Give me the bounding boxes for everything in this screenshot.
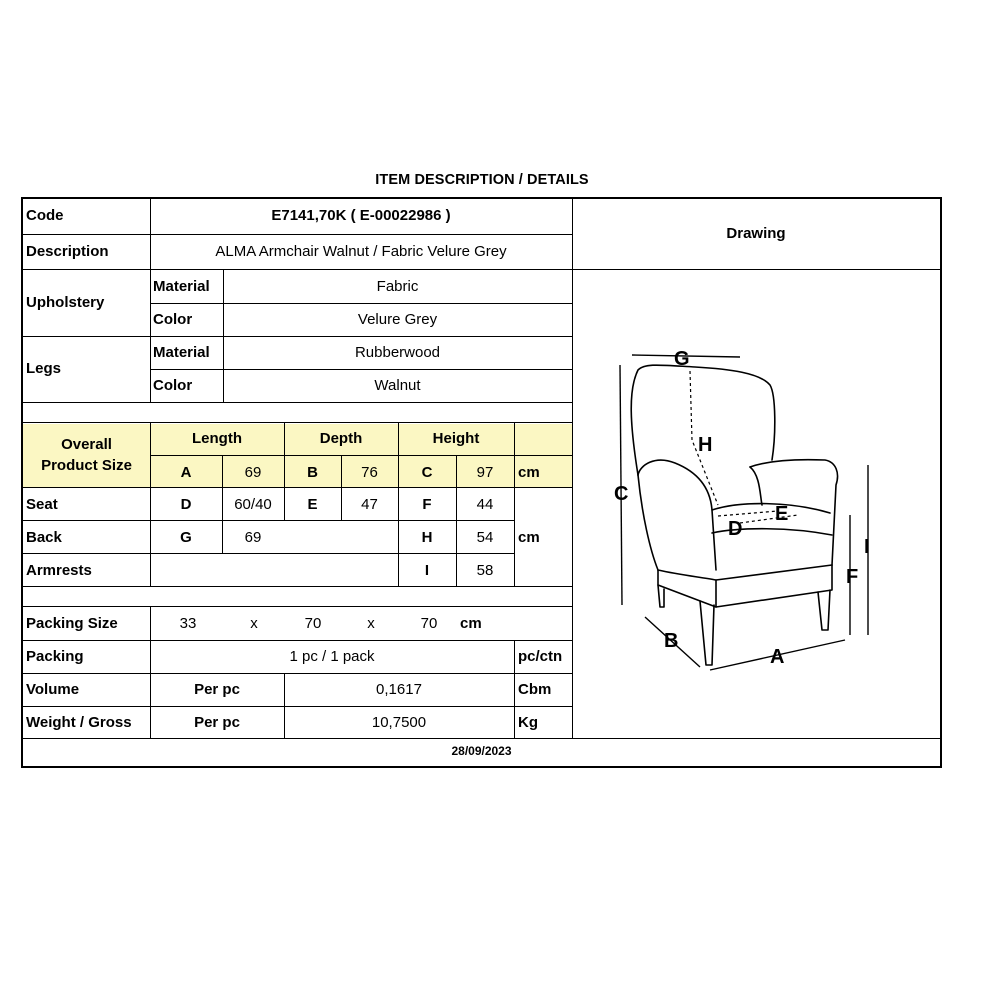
dim-f-value: 44 bbox=[476, 496, 494, 513]
packing-size-d3: 70 bbox=[420, 615, 438, 632]
upholstery-material-value: Fabric bbox=[376, 278, 419, 295]
weight-value: 10,7500 bbox=[371, 714, 427, 731]
drawing-letter-a: A bbox=[770, 646, 785, 668]
volume-unit: Cbm bbox=[518, 681, 552, 698]
dim-i-letter: I bbox=[424, 562, 430, 579]
drawing-label: Drawing bbox=[726, 225, 786, 242]
packing-size-label: Packing Size bbox=[26, 615, 118, 632]
dim-b-letter: B bbox=[307, 464, 318, 481]
weight-unit: Kg bbox=[518, 714, 538, 731]
legs-color-value: Walnut bbox=[374, 377, 421, 394]
armrests-label: Armrests bbox=[26, 562, 92, 579]
dim-h-letter: H bbox=[421, 529, 433, 546]
packing-label: Packing bbox=[26, 648, 84, 665]
overall-unit: cm bbox=[518, 464, 540, 481]
dim-c-letter: C bbox=[421, 464, 433, 481]
overall-label-line1: Overall bbox=[61, 436, 112, 453]
document-title: ITEM DESCRIPTION / DETAILS bbox=[375, 172, 589, 188]
packing-size-unit: cm bbox=[460, 615, 482, 632]
packing-value: 1 pc / 1 pack bbox=[289, 648, 375, 665]
dim-a-letter: A bbox=[180, 464, 192, 481]
weight-label: Weight / Gross bbox=[26, 714, 132, 731]
dim-c-value: 97 bbox=[476, 464, 494, 481]
depth-header: Depth bbox=[319, 430, 363, 447]
drawing-letter-h: H bbox=[698, 434, 713, 456]
height-header: Height bbox=[432, 430, 480, 447]
weight-per: Per pc bbox=[194, 714, 240, 731]
upholstery-material-label: Material bbox=[153, 278, 210, 295]
seat-label: Seat bbox=[26, 496, 58, 513]
dim-g-letter: G bbox=[180, 529, 192, 546]
back-label: Back bbox=[26, 529, 62, 546]
dim-d-letter: D bbox=[180, 496, 192, 513]
drawing-letter-b: B bbox=[664, 630, 679, 652]
dim-a-value: 69 bbox=[244, 464, 262, 481]
packing-unit: pc/ctn bbox=[518, 648, 563, 665]
code-label: Code bbox=[26, 207, 64, 224]
legs-label: Legs bbox=[26, 360, 62, 377]
legs-material-label: Material bbox=[153, 344, 210, 361]
drawing-letter-e: E bbox=[775, 503, 789, 525]
dim-i-value: 58 bbox=[476, 562, 494, 579]
packing-size-x2: x bbox=[367, 615, 375, 632]
description-value: ALMA Armchair Walnut / Fabric Velure Grey bbox=[215, 243, 507, 260]
seat-back-unit: cm bbox=[518, 529, 540, 546]
packing-size-d1: 33 bbox=[179, 615, 197, 632]
drawing-letter-f: F bbox=[846, 566, 859, 588]
volume-value: 0,1617 bbox=[376, 681, 422, 698]
legs-color-label: Color bbox=[153, 377, 193, 394]
description-label: Description bbox=[26, 243, 109, 260]
armchair-drawing bbox=[600, 335, 890, 685]
dim-f-letter: F bbox=[422, 496, 432, 513]
drawing-letter-g: G bbox=[674, 348, 690, 370]
dim-d-value: 60/40 bbox=[234, 496, 272, 513]
dim-e-value: 47 bbox=[361, 496, 378, 513]
packing-size-x1: x bbox=[250, 615, 258, 632]
dim-e-letter: E bbox=[307, 496, 318, 513]
upholstery-color-value: Velure Grey bbox=[357, 311, 438, 328]
upholstery-color-label: Color bbox=[153, 311, 193, 328]
drawing-letter-c: C bbox=[614, 483, 629, 505]
drawing-letter-i: I bbox=[864, 536, 870, 558]
code-value: E7141,70K ( E-00022986 ) bbox=[271, 207, 451, 224]
volume-per: Per pc bbox=[194, 681, 240, 698]
drawing-letter-d: D bbox=[728, 518, 743, 540]
dim-g-value: 69 bbox=[244, 529, 262, 546]
dim-h-value: 54 bbox=[476, 529, 494, 546]
dim-b-value: 76 bbox=[361, 464, 378, 481]
legs-material-value: Rubberwood bbox=[354, 344, 441, 361]
document-date: 28/09/2023 bbox=[451, 744, 512, 758]
overall-label-line2: Product Size bbox=[41, 457, 132, 474]
volume-label: Volume bbox=[26, 681, 80, 698]
length-header: Length bbox=[192, 430, 242, 447]
packing-size-d2: 70 bbox=[304, 615, 322, 632]
upholstery-label: Upholstery bbox=[26, 294, 105, 311]
